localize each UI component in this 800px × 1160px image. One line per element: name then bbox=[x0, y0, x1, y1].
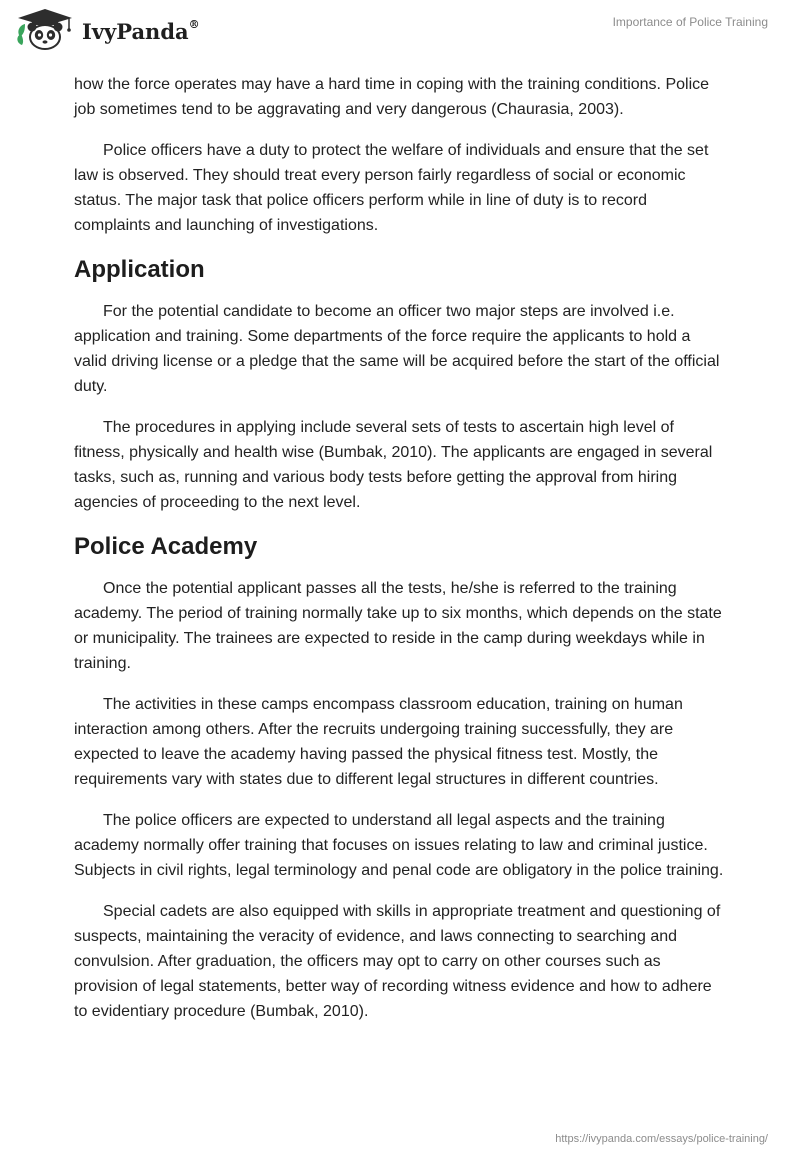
heading-police-academy: Police Academy bbox=[74, 533, 258, 560]
heading-application: Application bbox=[74, 256, 205, 283]
document-title: Importance of Police Training bbox=[612, 15, 768, 29]
brand-name: IvyPanda® bbox=[82, 17, 200, 44]
essay-body bbox=[74, 72, 724, 1040]
paragraph-academy-period: Once the potential applicant passes all the tests, he/she is referred to the training academy. The period of training normally take up to six months, which depends on the state or municipality. The trainees are expected to reside in the camp during weekdays while in training. bbox=[74, 580, 722, 672]
brand-logo[interactable] bbox=[14, 6, 200, 52]
panda-mascot-icon bbox=[14, 7, 76, 51]
paragraph-academy-legal: The police officers are expected to understand all legal aspects and the training academy normally offer training that focuses on issues relating to law and criminal justice. Subjects in civil rights, legal terminology and penal code are obligatory in the police training. bbox=[74, 812, 724, 879]
paragraph-police-duty: Police officers have a duty to protect the welfare of individuals and ensure that the set law is observed. They should treat every person fairly regardless of social or economic status. The major task that police officers perform while in line of duty is to record complaints and launching of investigations. bbox=[74, 142, 709, 234]
paragraph-application-steps: For the potential candidate to become an officer two major steps are involved i.e. application and training. Some departments of the force require the applicants to hold a valid driving license or a pledge that the same will be acquired before the start of the official duty. bbox=[74, 303, 720, 395]
source-url[interactable]: https://ivypanda.com/essays/police-training/ bbox=[555, 1133, 768, 1145]
paragraph-special-cadets: Special cadets are also equipped with skills in appropriate treatment and questioning of suspects, maintaining the veracity of evidence, and laws connecting to searching and convulsion. After graduation, the officers may opt to carry on other courses such as provision of legal statements, better way of recording witness evidence and how to adhere to evidentiary procedure (Bumbak, 2010). bbox=[74, 903, 721, 1020]
paragraph-academy-activities: The activities in these camps encompass classroom education, training on human interaction among others. After the recruits undergoing training successfully, they are expected to leave the academy having passed the physical fitness test. Mostly, the requirements vary with states due to different legal structures in different countries. bbox=[74, 696, 683, 788]
paragraph-application-tests: The procedures in applying include several sets of tests to ascertain high level of fitness, physically and health wise (Bumbak, 2010). The applicants are engaged in several tasks, such as, running and various body tests before getting the approval from hiring agencies of proceeding to the next level. bbox=[74, 419, 713, 511]
paragraph-continued: how the force operates may have a hard time in coping with the training conditions. Police job sometimes tend to be aggravating and very dangerous (Chaurasia, 2003). bbox=[74, 76, 710, 118]
